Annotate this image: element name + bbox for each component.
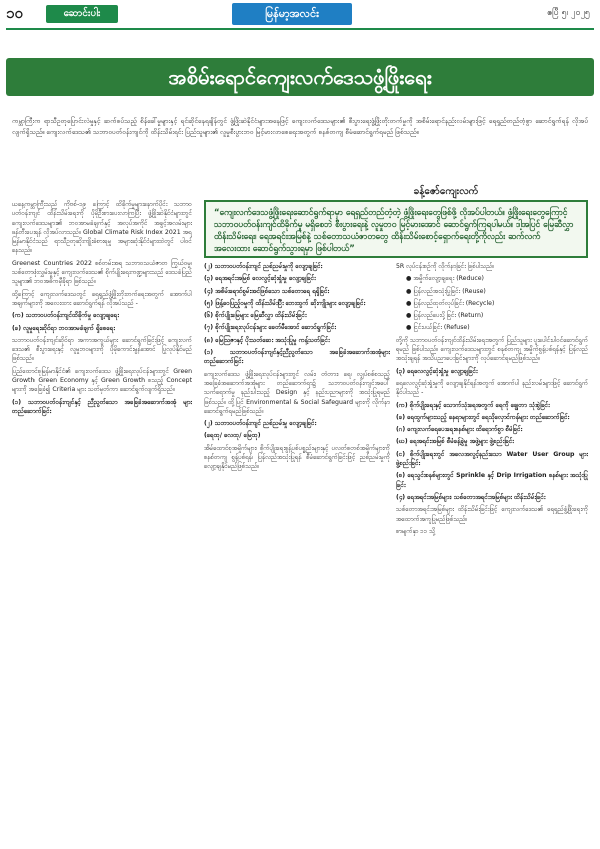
col3-paragraph: (၃) ရေလေလွင့်ဆုံးရှုံးမှု လျော့ချခြင်း <box>396 367 478 375</box>
article-intro: ကမ္ဘာကြီးက ရာသီဥတုပြောင်းလဲမှုနှင့် ဆက်စပ်သည့် စိန်ခေါ်မှုများနှင့် ရင်ဆိုင်နေရချိန်တွင် ဖွံ့ဖြိုးဆဲနိုင်ငံများအနေဖြင့် ကျေးလက်ဒေသများ၏ စီးပွားရေးဖွံ့ဖြိုးတိုးတက်မှုကို အစိမ်းရောင်နည်းလမ်းများဖြင့် ရေရှည်တည်တံ့စွာ ဆောင်ရွက်ရန် လိုအပ်လျက်ရှိသည်။ ကျေးလက်ဒေသ၏ သဘာဝပတ်ဝန်းကျင်ကို ထိန်းသိမ်းရင်း ပြည်သူများ၏ လူမှုစီးပွားဘဝ မြင့်မားလာစေရေးအတွက် စနစ်တကျ စီမံဆောင်ရွက်ရမည် ဖြစ်သည်။ <box>12 117 588 136</box>
page-number: ၁၀ <box>6 4 23 22</box>
col3-paragraph: ● ငြင်းပယ်ခြင်း (Refuse) <box>406 324 470 332</box>
col2-paragraph: (၄) အစိမ်းရောင်စွမ်းအင်ဖြစ်သော သစ်တောရေ ရရှိခြင်း <box>204 287 330 295</box>
col2-paragraph: (၂) သဘာဝပတ်ဝန်းကျင် ညစ်ညမ်းမှုကို လျော့ချခြင်း <box>204 263 323 270</box>
col1-paragraph: (၁) သဘာဝပတ်ဝန်းကျင်နှင့် ညီညွတ်သော အခြေခံအဆောက်အအုံ များ တည်ဆောက်ခြင်း <box>12 398 192 415</box>
col2-paragraph: (၁) သဘာဝပတ်ဝန်းကျင်နှင့်ညီညွတ်သော အခြေခံအဆောက်အအုံများ တည်ဆောက်ခြင်း <box>204 349 390 366</box>
col1-paragraph: ထို့ကြောင့် ကျေးလက်ဒေသတွင် ရေရှည်ဖွံ့ဖြိုးတိုးတက်ရေးအတွက် အောက်ပါအချက်များကို အလေးထား ဆောင်ရွက်ရန် လိုအပ်သည် - <box>12 290 192 307</box>
col3-paragraph: (င) စိုက်ပျိုးရေးတွင် အလေအလွင့်နည်းသော Water User Group များ ဖွဲ့စည်းခြင်း <box>396 450 588 468</box>
col1-paragraph: ယနေ့ကမ္ဘာကြီးသည် ကိုဗစ်-၁၉ ကြောင့် ထိခိုက်မှုများနောက်ပိုင်း သဘာဝပတ်ဝန်းကျင် ထိန်းသိမ်းရေးကို ပိုမိုဦးစားပေးလာကြပြီး ဖွံ့ဖြိုးဆဲနိုင်ငံများတွင် ကျေးလက်ဒေသများ၏ ဘဝအာမခံချက်နှင့် အလုပ်အကိုင် အခွင့်အလမ်းများ ဖန်တီးပေးရန် လိုအပ်လာသည်။ Global Climate Risk Index 2021 အရ မြန်မာနိုင်ငံသည် ရာသီဥတုဆိုးကျိုးခံစားရမှု အများဆုံးနိုင်ငံများထဲတွင် ပါဝင်နေသည်။ <box>12 201 192 255</box>
col2-paragraph: (၅) ဖြန့်ဝေပြည့်ဝမှုကို ထိန်းသိမ်းပြီး ဘေးထွက် ဆိုးကျိုးများ လျော့ချခြင်း <box>204 299 366 307</box>
col2-paragraph: ကျေးလက်ဒေသ ဖွံ့ဖြိုးရေးလုပ်ငန်းများတွင် လမ်း၊ တံတား၊ ရေ၊ လျှပ်စစ်စသည့် အခြေခံအဆောက်အအုံများ တည်ဆောက်ရာ၌ သဘာဝပတ်ဝန်းကျင်အပေါ် သက်ရောက်မှု နည်းပါးသည့် Design နှင့် နည်းပညာများကို အသုံးပြုရမည်ဖြစ်သည်။ ထို့ပြင် Environmental & Social Safeguard များကို လိုက်နာဆောင်ရွက်ရမည်ဖြစ်သည်။ <box>204 370 390 415</box>
col2-paragraph: (၇) စိုက်ပျိုးရေးလုပ်ငန်းများ ခေတ်မီအောင် ဆောင်ရွက်ခြင်း <box>204 324 336 332</box>
text-column-2 <box>204 262 390 845</box>
col3-paragraph: (ခ) ရေထွက်များသည့် နေရာများတွင် ရေသိုလှောင်ကန်များ တည်ဆောက်ခြင်း <box>396 413 570 421</box>
newspaper-masthead: မြန်မာ့အလင်း <box>232 3 352 25</box>
col1-paragraph: ပြည်ထောင်စုမြန်မာနိုင်ငံ၏ ကျေးလက်ဒေသ ဖွံ့ဖြိုးရေးလုပ်ငန်းများတွင် Green Growth၊ Green Economy နှင့် Green Growth စသည့် Concept များကို အခြေခံ၍ Criteria များ သတ်မှတ်ကာ ဆောင်ရွက်လျက်ရှိသည်။ <box>12 367 192 394</box>
col3-paragraph: (၄) ရေအရင်းအမြစ်များ၊ သစ်တောအရင်းအမြစ်များ ထိန်းသိမ်းခြင်း <box>396 493 546 501</box>
pull-quote: “ကျေးလက်ဒေသဖွံ့ဖြိုးရေးဆောင်ရွက်ရာမှာ ရေရှည်တည်တံ့တဲ့ ဖွံ့ဖြိုးရေးတွေဖြစ်ဖို့ လိုအပ်ပါတယ်။ ဖွံ့ဖြိုးရေးတွေကြောင့် သဘာဝပတ်ဝန်းကျင်ထိခိုက်မှု မရှိစေဘဲ စီးပွားရေးနဲ့ လူမှုဘဝ မြင့်မားအောင် ဆောင်ရွက်ကြရပါမယ်။ ဒါ့အပြင် မြေဆီလွှာ ထိန်းသိမ်းရေး၊ ရေအရင်းအမြစ်နဲ့ သစ်တောသယံဇာတတွေ ထိန်းသိမ်းစောင့်ရှောက်ရေးတို့ကိုလည်း ဆက်လက် အလေးထား ဆောင်ရွက်သွားရမှာ ဖြစ်ပါတယ်” <box>204 200 588 258</box>
header-divider <box>6 28 594 30</box>
col1-paragraph: Greenest Countries 2022 စစ်တမ်းအရ သဘာဝသယံဇာတ ကြွယ်ဝမှု၊ သစ်တောဖုံးလွှမ်းမှုနှင့် ကျေးလက်ဒေသ၏ စိုက်ပျိုးရေးကဏ္ဍများသည် ဒေသခံပြည်သူများ၏ ဘဝအဓိကမှီခိုရာ ဖြစ်သည်။ <box>12 259 192 286</box>
col3-paragraph: တို့ကို သဘာဝပတ်ဝန်းကျင်ထိန်းသိမ်းရေးအတွက် ပြည်သူများ ပူးပေါင်းပါဝင်ဆောင်ရွက်ရမည် ဖြစ်ပါသည်။ ကျေးလက်ဒေသများတွင် စနစ်တကျ အမှိုက်စွန့်ပစ်ရန်နှင့် ပြန်လည်အသုံးချရန် အသိပညာပေးခြင်းများကို လုပ်ဆောင်ရမည်ဖြစ်သည်။ <box>396 336 588 363</box>
col3-paragraph: ● ပြန်လည်ပေးပို့ခြင်း (Return) <box>406 312 484 320</box>
col3-paragraph: (စ) ရေသွင်းစနစ်များတွင် Sprinkle နှင့် Drip Irrigation စနစ်များ အသုံးပြုခြင်း <box>396 472 588 489</box>
col3-paragraph: 5R လုပ်ငန်းစဉ်ကို လိုက်နာခြင်း ဖြစ်ပါသည်။ <box>396 263 495 270</box>
text-column-1 <box>12 200 192 845</box>
col1-paragraph: (ခ) လူမှုရေးဆိုင်ရာ ဘဝအာမခံချက် ရှိစေရေး <box>12 324 115 332</box>
col3-paragraph: (က) စိုက်ပျိုးရေးနှင့် သောက်သုံးရေအတွက် ရေကို ချွေတာ သုံးစွဲခြင်း <box>396 401 550 409</box>
col1-paragraph: (က) သဘာဝပတ်ဝန်းကျင်ထိခိုက်မှု လျော့ချရေး <box>12 312 119 320</box>
col2-paragraph: (၆) စိုက်ပျိုးမြေများ မြေဆီလွှာ ထိန်းသိမ်းခြင်း <box>204 312 307 320</box>
article-title: အစိမ်းရောင်ကျေးလက်ဒေသဖွံ့ဖြိုးရေး <box>6 58 594 96</box>
col3-paragraph: သစ်တောအရင်းအမြစ်များ ထိန်းသိမ်းခြင်းဖြင့် ကျေးလက်ဒေသ၏ ရေရှည်ဖွံ့ဖြိုးရေးကို အထောက်အကူပြုမည်ဖြစ်သည်။ <box>396 506 588 523</box>
col3-paragraph: စာမျက်နှာ ၁၁ သို့ <box>396 527 436 535</box>
col2-paragraph: (၈) မြေဩဇာနှင့် ပိုးသတ်ဆေး အသုံးပြုမှု ကန့်သတ်ခြင်း <box>204 336 330 344</box>
issue-date: ဧပြီ ၅၊ ၂၀၂၅ <box>547 8 590 18</box>
col3-paragraph: (ဃ) ရေအရင်းအမြစ် စီမံခန့်ခွဲမှု အဖွဲ့များ ဖွဲ့စည်းခြင်း <box>396 438 514 446</box>
text-column-3 <box>396 262 588 845</box>
col3-paragraph: ● ပြန်လည်ထုတ်လုပ်ခြင်း (Recycle) <box>406 299 495 307</box>
col3-paragraph: ● အမှိုက်လျော့ချရေး (Reduce) <box>406 275 484 283</box>
col2-paragraph: အိမ်ထောင်စုအမှိုက်များ၊ စိုက်ပျိုးရေးစွန့်ပစ်ပစ္စည်းများနှင့် ပလတ်စတစ်အမှိုက်များကို စနစ်တကျ စွန့်ပစ်ရန်၊ ပြန်လည်အသုံးပြုရန် စီမံဆောင်ရွက်ခြင်းဖြင့် ညစ်ညမ်းမှုကို လျော့ချနိုင်မည်ဖြစ်သည်။ <box>204 444 390 471</box>
col2-paragraph: (ရေထု/ လေထု/ မြေထု) <box>204 432 261 440</box>
col3-paragraph: (ဂ) ကျေးလက်ရေပေးရေးစနစ်များ ထိရောက်စွာ စီမံခြင်း <box>396 426 523 434</box>
col3-paragraph: ရေလေလွင့်ဆုံးရှုံးမှုကို လျော့ချနိုင်ရန်အတွက် အောက်ပါ နည်းလမ်းများဖြင့် ဆောင်ရွက်နိုင်ပါသည် - <box>396 379 588 397</box>
page-header <box>0 0 600 28</box>
col2-paragraph: (၂) သဘာဝပတ်ဝန်းကျင် ညစ်ညမ်းမှု လျော့ချခြင်း <box>204 420 317 428</box>
article-byline: ခန့်ဇော်ကျေးလက် <box>413 186 479 197</box>
col1-paragraph: သဘာဝပတ်ဝန်းကျင်ဆိုင်ရာ အကာအကွယ်များ ဆောင်ရွက်ခြင်းဖြင့် ကျေးလက်ဒေသ၏ စီးပွားရေးနှင့် လူမှုဘဝများကို ပိုမိုကောင်းမွန်အောင် ပြုလုပ်နိုင်မည်ဖြစ်သည်။ <box>12 336 192 363</box>
col2-paragraph: (၃) ရေအရင်းအမြစ် လေလွင့်ဆုံးရှုံးမှု လျော့ချခြင်း <box>204 275 316 283</box>
col3-paragraph: ● ပြန်လည်အသုံးပြုခြင်း (Reuse) <box>406 287 486 295</box>
section-tag: ဆောင်းပါး <box>46 5 118 23</box>
